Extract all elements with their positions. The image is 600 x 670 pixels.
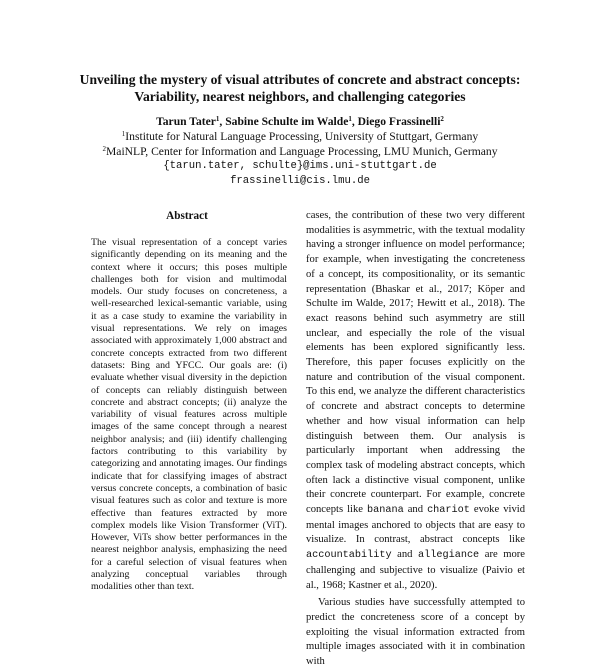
author-block xyxy=(40,114,560,189)
conj-and: and xyxy=(391,549,419,561)
affiliation-2 xyxy=(40,144,560,159)
author-1: Tarun Tater xyxy=(156,115,216,128)
conj-and: and xyxy=(403,504,428,516)
word-allegiance: allegiance xyxy=(418,550,480,562)
body-p1-part-c: are more challenging and subjective to visualize (Paivio et al., 1968; Kastner et al., 2020). xyxy=(306,549,526,591)
author-2: Sabine Schulte im Walde xyxy=(225,115,349,128)
word-accountability: accountability xyxy=(306,550,392,562)
abstract-text: The visual representation of a concept varies significantly depending on its meaning and the context where it occurs; this poses multiple challenges both for vision and multimodal models. Our study focuses on concreteness, a well-researched lexical-semantic variable, using it as a case study to examine the variability in visual representations. We rely on images associated with approximately 1,000 abstract and concrete concepts extracted from two different datasets: Bing and YFCC. Our goals are: (i) evaluate whether visual diversity in the depiction of concepts can reliably distinguish between concrete and abstract concepts; (ii) analyze the variability of visual features across multiple images of the same concept through a nearest neighbor analysis; and (iii) identify challenging factors contributing to this variability by categorizing and annotating images. Our findings indicate that for classifying images of abstract versus concrete concepts, a combination of basic visual features such as color and texture is more effective than features extracted by more complex models like Vision Transformer (ViT). However, ViTs show better performances in the nearest neighbor analysis, emphasizing the need for a careful selection of visual features when analyzing conceptual variables through modalities other than text. xyxy=(91,237,287,593)
title-line-2: Variability, nearest neighbors, and challenging categories xyxy=(134,89,466,104)
paper-title xyxy=(40,71,560,105)
affiliation-1-sup: 1 xyxy=(121,130,126,138)
body-p1-part-b: evoke vivid mental images anchored to objects that are easy to visualize. In contrast, abstract concepts like xyxy=(306,504,525,546)
affiliation-1-text: Institute for Natural Language Processing, University of Stuttgart, Germany xyxy=(125,130,479,143)
body-p1-part-a: cases, the contribution of these two very different modalities is asymmetric, with the textual modality having a stronger influence on model performance; for example, when investigating the concreteness of a concept, its compositionality, or its semantic representation (Bhaskar et al., 2017; Köper and Schulte im Walde, 2017; Hewitt et al., 2018). The exact reasons behind such asymmetry are still unclear, and especially the role of the visual elements has been explored significantly less. Therefore, this paper focuses explicitly on the nature and contribution of the visual component. To this end, we analyze the different characteristics of concrete and abstract concepts to determine whether and how visual information can help distinguish between them. Our analysis is particularly important when addressing the complex task of modeling abstract concepts, which often lack a distinctive visual component, unlike their concrete counterpart. For example, concrete concepts like xyxy=(306,210,525,516)
author-3: Diego Frassinelli xyxy=(357,115,441,128)
word-banana: banana xyxy=(367,505,404,517)
body-paragraph-1 xyxy=(306,209,525,593)
affiliation-2-text: MaiNLP, Center for Information and Language Processing, LMU Munich, Germany xyxy=(105,145,498,158)
author-names xyxy=(40,114,560,129)
body-paragraph-2: Various studies have successfully attempted to predict the concreteness score of a concept by exploiting the visual information extracted from multiple images associated with it in combination with xyxy=(306,597,525,668)
word-chariot: chariot xyxy=(427,505,470,517)
title-line-1: Unveiling the mystery of visual attributes of concrete and abstract concepts: xyxy=(79,72,521,87)
email-2[interactable]: frassinelli@cis.lmu.de xyxy=(230,175,370,187)
abstract-heading: Abstract xyxy=(166,210,208,222)
affiliation-1 xyxy=(40,129,560,144)
author-2-sup: 1 xyxy=(348,115,352,123)
author-sep: , xyxy=(219,115,226,128)
body-column-right xyxy=(306,209,525,670)
author-1-sup: 1 xyxy=(215,115,220,123)
author-3-sup: 2 xyxy=(440,115,444,123)
email-1[interactable]: {tarun.tater, schulte}@ims.uni-stuttgart.de xyxy=(163,160,437,172)
affiliation-2-sup: 2 xyxy=(102,145,106,153)
author-sep: , xyxy=(351,115,358,128)
